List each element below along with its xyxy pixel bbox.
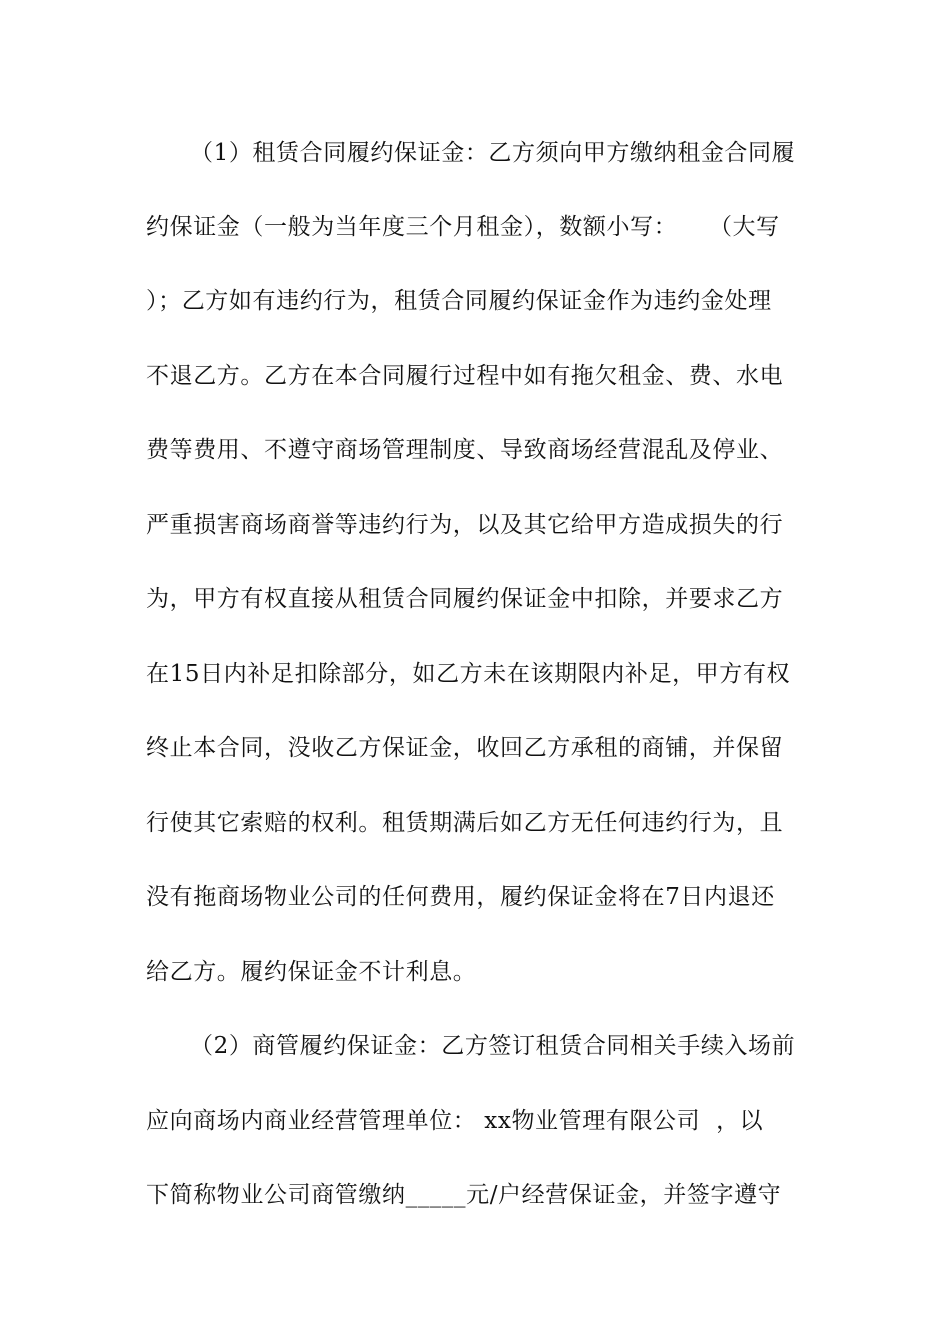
paragraph-1-line-3: ）；乙方如有违约行为，租赁合同履约保证金作为违约金处理 — [146, 288, 772, 314]
paragraph-2-line-2: 应向商场内商业经营管理单位： xx物业管理有限公司 ，以 — [146, 1108, 764, 1134]
paragraph-2-line-3: 下简称物业公司商管缴纳_____元/户经营保证金，并签字遵守 — [146, 1182, 782, 1208]
paragraph-1-line-11: 没有拖商场物业公司的任何费用，履约保证金将在7日内退还 — [146, 884, 775, 910]
paragraph-1-line-10: 行使其它索赔的权利。租赁期满后如乙方无任何违约行为，且 — [146, 810, 784, 836]
paragraph-1-line-4: 不退乙方。乙方在本合同履行过程中如有拖欠租金、费、水电 — [146, 363, 784, 389]
paragraph-1-line-9: 终止本合同，没收乙方保证金，收回乙方承租的商铺，并保留 — [146, 735, 784, 761]
paragraph-1-line-6: 严重损害商场商誉等违约行为，以及其它给甲方造成损失的行 — [146, 512, 784, 538]
paragraph-1-line-12: 给乙方。履约保证金不计利息。 — [146, 959, 477, 985]
paragraph-1-line-2: 约保证金（一般为当年度三个月租金），数额小写： （大写 — [146, 214, 780, 240]
paragraph-1-line-7: 为，甲方有权直接从租赁合同履约保证金中扣除，并要求乙方 — [146, 586, 784, 612]
paragraph-1-line-8: 在15日内补足扣除部分，如乙方未在该期限内补足，甲方有权 — [146, 661, 791, 687]
paragraph-2-line-1: （2）商管履约保证金：乙方签订租赁合同相关手续入场前 — [190, 1033, 796, 1059]
paragraph-1-line-1: （1）租赁合同履约保证金：乙方须向甲方缴纳租金合同履 — [190, 140, 796, 166]
paragraph-1-line-5: 费等费用、不遵守商场管理制度、导致商场经营混乱及停业、 — [146, 437, 784, 463]
